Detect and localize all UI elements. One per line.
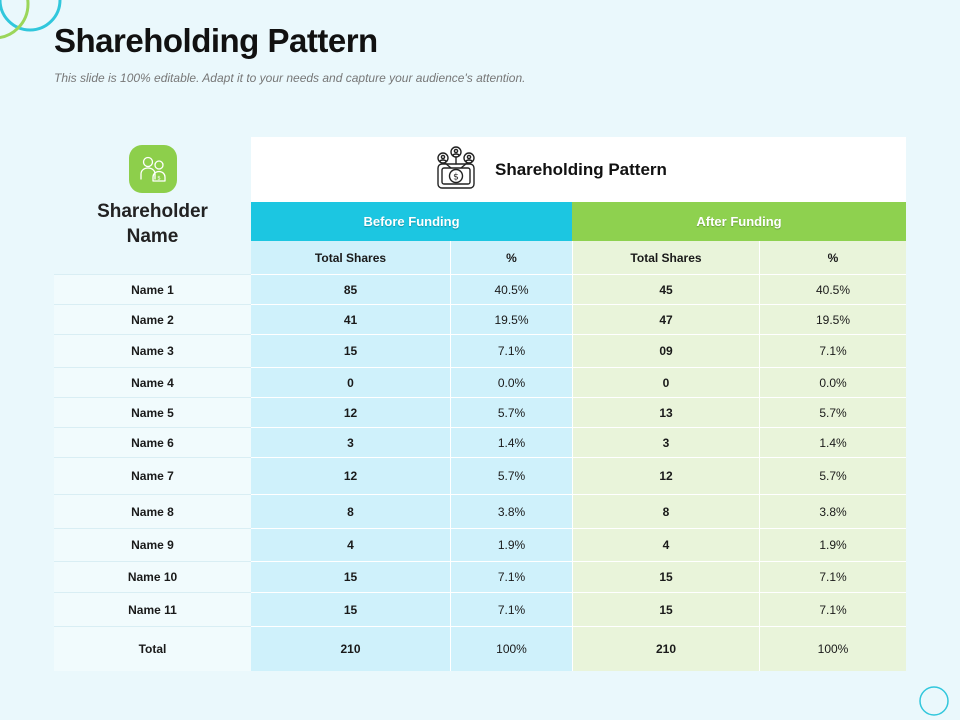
table-title-header [251,137,906,202]
total-before-percent-cell: 100% [450,627,572,671]
before-funding-header: Before Funding [251,202,572,241]
after-shares-cell: 13 [572,398,759,428]
table-title: Shareholding Pattern [495,159,667,179]
after-percent-cell: 5.7% [759,398,906,428]
before-percent-cell: 7.1% [450,593,572,627]
bottom-circle-decoration [917,684,951,718]
shareholders-icon [129,145,177,193]
page-title: Shareholding Pattern [54,22,378,59]
before-shares-cell: 4 [251,529,450,562]
total-after-shares-cell: 210 [572,627,759,671]
before-shares-cell: 12 [251,458,450,495]
after-shares-cell: 47 [572,305,759,335]
after-shares-cell: 09 [572,335,759,368]
row-name: Name 1 [54,275,251,305]
before-shares-cell: 3 [251,428,450,458]
svg-text:$: $ [453,172,459,183]
before-shares-cell: 41 [251,305,450,335]
after-percent-cell: 5.7% [759,458,906,495]
after-percent-cell: 0.0% [759,368,906,398]
after-shares-cell: 8 [572,495,759,529]
svg-text:$: $ [156,175,161,182]
before-percent-cell: 7.1% [450,335,572,368]
before-shares-cell: 0 [251,368,450,398]
row-name: Name 6 [54,428,251,458]
row-name: Name 7 [54,458,251,495]
before-percent-cell: 0.0% [450,368,572,398]
after-percent-cell: 3.8% [759,495,906,529]
shareholder-name-header [54,137,251,275]
before-shares-cell: 85 [251,275,450,305]
before-percent-cell: 5.7% [450,458,572,495]
before-shares-cell: 8 [251,495,450,529]
after-percent-cell: 19.5% [759,305,906,335]
before-percent-cell: 1.4% [450,428,572,458]
before-percent-cell: 7.1% [450,562,572,593]
after-shares-cell: 15 [572,593,759,627]
row-name: Name 4 [54,368,251,398]
before-percent-cell: 3.8% [450,495,572,529]
before-percent-cell: 5.7% [450,398,572,428]
before-shares-cell: 15 [251,593,450,627]
after-shares-cell: 12 [572,458,759,495]
page-subtitle: This slide is 100% editable. Adapt it to your needs and capture your audience's attention. [54,71,526,85]
after-percent-cell: 1.4% [759,428,906,458]
before-percent-cell: 40.5% [450,275,572,305]
before-shares-cell: 15 [251,335,450,368]
total-before-shares-cell: 210 [251,627,450,671]
after-shares-cell: 0 [572,368,759,398]
after-percent-header: % [759,241,906,275]
after-percent-cell: 7.1% [759,562,906,593]
row-name: Name 10 [54,562,251,593]
row-name: Name 11 [54,593,251,627]
shareholding-table [54,137,906,671]
row-name: Name 2 [54,305,251,335]
total-after-percent-cell: 100% [759,627,906,671]
after-percent-cell: 7.1% [759,593,906,627]
row-name: Name 8 [54,495,251,529]
after-shares-cell: 15 [572,562,759,593]
after-shares-cell: 4 [572,529,759,562]
before-total-shares-header: Total Shares [251,241,450,275]
before-shares-cell: 15 [251,562,450,593]
after-shares-cell: 45 [572,275,759,305]
investors-coin-icon [433,145,479,194]
before-percent-cell: 1.9% [450,529,572,562]
row-name: Name 9 [54,529,251,562]
total-row-label: Total [54,627,251,671]
before-shares-cell: 12 [251,398,450,428]
shareholder-name-label: Shareholder Name [97,201,208,247]
before-percent-header: % [450,241,572,275]
after-shares-cell: 3 [572,428,759,458]
after-percent-cell: 7.1% [759,335,906,368]
row-name: Name 5 [54,398,251,428]
after-percent-cell: 1.9% [759,529,906,562]
before-percent-cell: 19.5% [450,305,572,335]
row-name: Name 3 [54,335,251,368]
after-percent-cell: 40.5% [759,275,906,305]
after-funding-header: After Funding [572,202,906,241]
after-total-shares-header: Total Shares [572,241,759,275]
